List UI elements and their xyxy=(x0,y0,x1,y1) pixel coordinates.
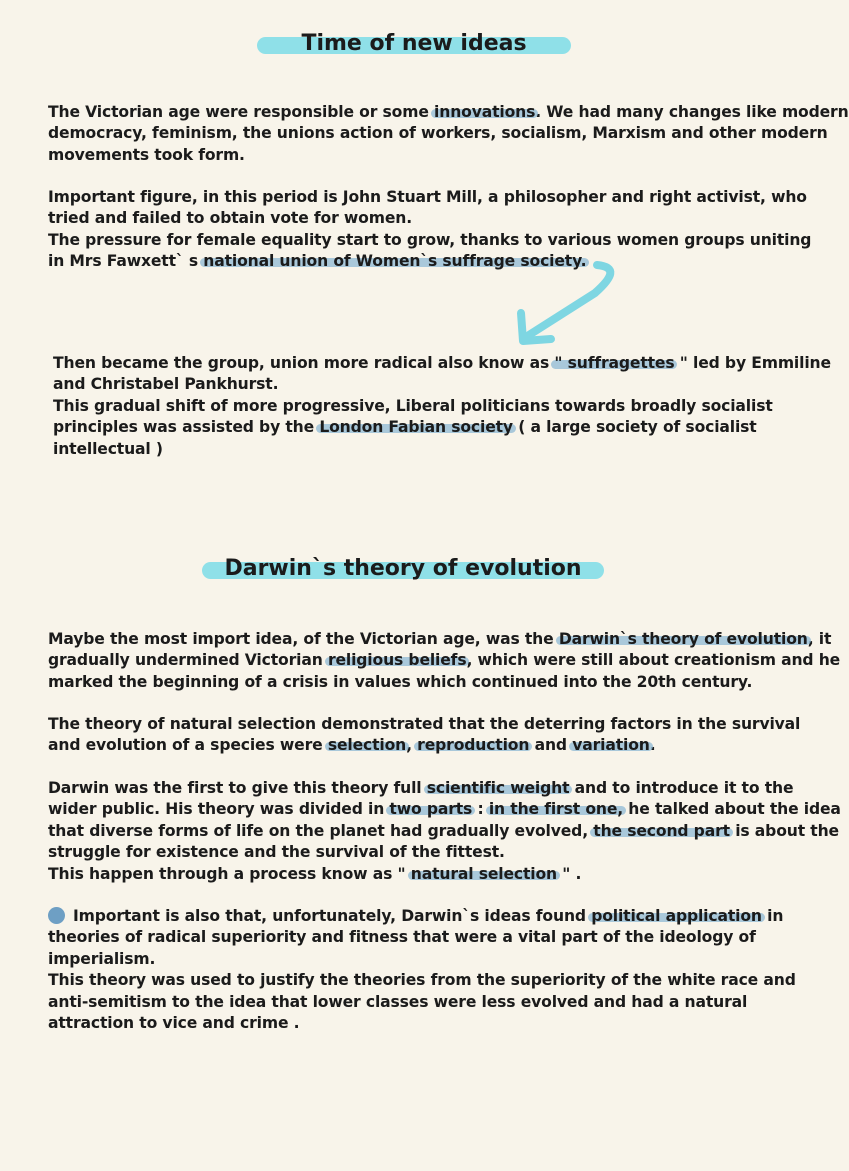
text-line xyxy=(48,251,798,272)
highlighted-term: two parts xyxy=(389,800,473,819)
text: . We had many changes like modern xyxy=(535,103,849,121)
highlighted-term: selection xyxy=(327,736,407,755)
text: , which were still about creationism and he xyxy=(466,651,841,670)
text: he talked about the idea xyxy=(623,800,841,819)
paragraph-scientific-weight xyxy=(48,778,841,885)
text: " . xyxy=(557,864,582,883)
text: is about the xyxy=(729,821,839,840)
text-line: anti-semitism to the idea that lower classes were less evolved and had a natural xyxy=(48,992,748,1011)
text: . xyxy=(649,736,656,755)
text-line: and Christabel Pankhurst. xyxy=(53,375,279,394)
text: Darwin was the first to give this theory full xyxy=(48,779,427,797)
text-line: intellectual ) xyxy=(53,439,163,458)
highlighted-term: innovations xyxy=(434,103,536,121)
text: wider public. His theory was divided in xyxy=(48,800,390,819)
text-line xyxy=(48,864,798,885)
paragraph-victorian-innovations xyxy=(48,102,849,166)
paragraph-suffragettes xyxy=(53,353,831,460)
text-line: movements took form. xyxy=(48,145,245,164)
text: and xyxy=(529,736,573,755)
text: Important is also that, unfortunately, Darwin`s ideas found xyxy=(73,907,592,925)
text-line: marked the beginning of a crisis in values which continued into the 20th century. xyxy=(48,672,753,691)
text-line: struggle for existence and the survival of the fittest. xyxy=(48,843,505,862)
text: Maybe the most import idea, of the Victorian age, was the xyxy=(48,630,559,648)
highlighted-term: London Fabian society xyxy=(319,418,513,437)
text-line xyxy=(53,417,803,438)
text: gradually undermined Victorian xyxy=(48,651,328,670)
text-line xyxy=(48,629,832,650)
section-title-time-of-new-ideas: Time of new ideas xyxy=(257,31,570,57)
text-line xyxy=(48,102,849,123)
paragraph-darwin-importance xyxy=(48,629,841,693)
text: that diverse forms of life on the planet had gradually evolved, xyxy=(48,821,594,840)
text: " led by Emmiline xyxy=(674,354,831,372)
paragraph-political-application xyxy=(48,906,798,1034)
highlighted-term: " suffragettes xyxy=(554,354,675,372)
bullet-dot-icon xyxy=(48,907,65,924)
section-title-darwin-theory: Darwin`s theory of evolution xyxy=(202,556,603,582)
highlighted-term: national union of Women`s suffrage society. xyxy=(203,252,587,271)
highlighted-term: reproduction xyxy=(417,736,530,755)
paragraph-natural-selection xyxy=(48,714,801,757)
text-line: attraction to vice and crime . xyxy=(48,1014,300,1033)
highlighted-term: Darwin`s theory of evolution xyxy=(558,630,808,648)
text-line: imperialism. xyxy=(48,949,156,968)
text-line xyxy=(48,735,798,756)
highlighted-term: variation xyxy=(572,736,650,755)
text-line xyxy=(48,906,798,927)
text: The Victorian age were responsible or some xyxy=(48,103,435,121)
text: principles was assisted by the xyxy=(53,418,320,437)
text: ( a large society of socialist xyxy=(512,418,757,437)
paragraph-john-stuart-mill xyxy=(48,187,812,273)
text-line xyxy=(53,353,831,374)
text: and evolution of a species were xyxy=(48,736,328,755)
text: , it xyxy=(807,630,832,648)
text: This happen through a process know as " xyxy=(48,864,411,883)
highlighted-term: scientific weight xyxy=(426,779,570,797)
text: and to introduce it to the xyxy=(569,779,794,797)
text: in xyxy=(761,907,784,925)
text-line xyxy=(48,778,798,799)
text-line: The theory of natural selection demonstrated that the deterring factors in the survival xyxy=(48,715,801,733)
text-line: This gradual shift of more progressive, Liberal politicians towards broadly socialist xyxy=(53,396,773,415)
text-line: Important figure, in this period is John Stuart Mill, a philosopher and right activist, who xyxy=(48,188,807,206)
section-title-wrapper xyxy=(0,556,817,582)
text: : xyxy=(472,800,489,819)
section-title-wrapper xyxy=(0,31,828,57)
highlighted-term: natural selection xyxy=(410,864,558,883)
highlighted-term: the second part xyxy=(593,821,730,840)
text: , xyxy=(406,736,418,755)
text-line xyxy=(48,799,841,820)
text-line xyxy=(48,650,841,671)
text-line: democracy, feminism, the unions action of workers, socialism, Marxism and other modern xyxy=(48,124,828,143)
text-line: This theory was used to justify the theories from the superiority of the white race and xyxy=(48,971,796,990)
text-line: The pressure for female equality start to grow, thanks to various women groups uniting xyxy=(48,230,812,249)
text-line: tried and failed to obtain vote for women. xyxy=(48,209,412,228)
text-line: theories of radical superiority and fitness that were a vital part of the ideology of xyxy=(48,928,756,947)
highlighted-term: religious beliefs xyxy=(327,651,467,670)
text-line xyxy=(48,821,839,842)
highlighted-term: political application xyxy=(591,907,762,925)
highlighted-term: in the first one, xyxy=(488,800,624,819)
text: Then became the group, union more radical also know as xyxy=(53,354,555,372)
text: in Mrs Fawxett` s xyxy=(48,252,204,271)
